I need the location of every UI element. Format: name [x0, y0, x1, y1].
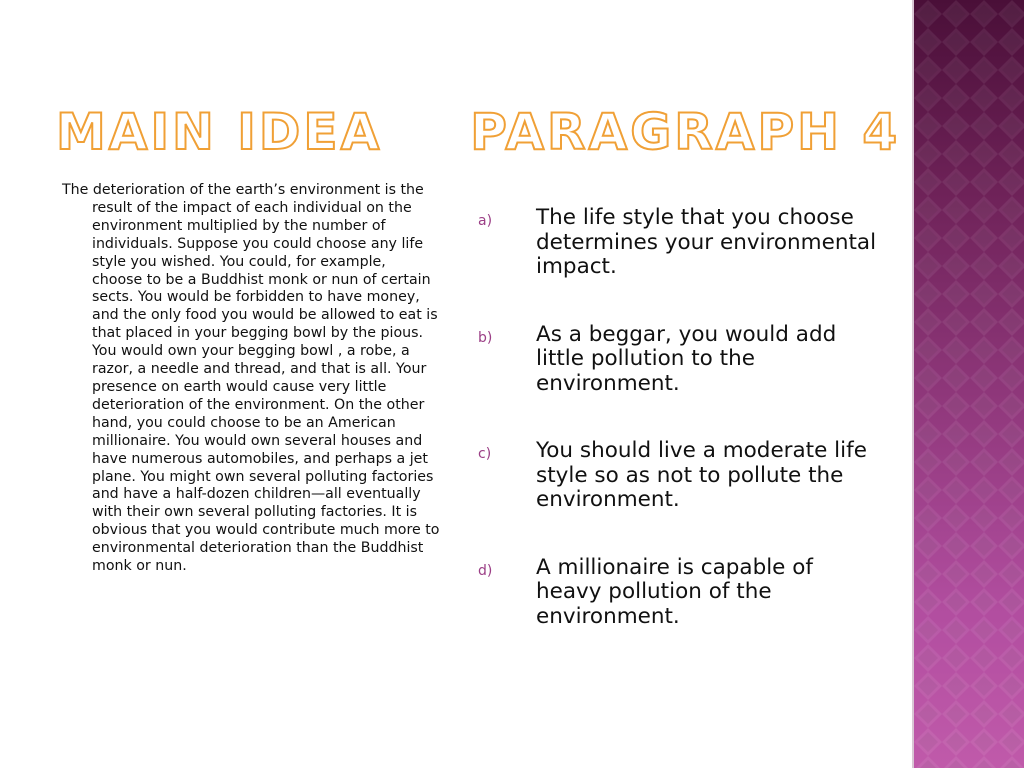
diamond-pattern [914, 0, 1024, 768]
slide-title [56, 100, 901, 164]
option-text: You should live a moderate life style so as not to pollute the environment. [536, 438, 867, 512]
decorative-side-band [912, 0, 1024, 768]
option-text: The life style that you choose determines your environmental impact. [536, 205, 877, 279]
title-main-idea: MAIN IDEA [56, 103, 383, 161]
answer-option-c [478, 439, 878, 513]
answer-option-b [478, 323, 878, 397]
option-marker: a) [478, 213, 493, 229]
answer-options-list [478, 206, 878, 672]
option-marker: c) [478, 446, 492, 462]
option-marker: d) [478, 562, 493, 579]
option-text: A millionaire is capable of heavy pollution of the environment. [536, 554, 813, 629]
option-text: As a beggar, you would add little pollution to the environment. [536, 321, 837, 396]
answer-option-d [478, 556, 878, 630]
answer-option-a [478, 206, 878, 280]
option-marker: b) [478, 329, 493, 346]
paragraph-text: The deterioration of the earth’s environment is the result of the impact of each individual on the environment multiplied by the number of individuals. Suppose you could choose any life style you wished. You could, for example, choose to be a Buddhist monk or nun of certain sects. You would be forbidden to have money, and the only food you would be allowed to eat is that placed in your begging bowl by the pious. You would own your begging bowl , a robe, a razor, a needle and thread, and that is all. Your presence on earth would cause very little deterioration of the environment. On the other hand, you could choose to be an American millionaire. You would own several houses and have numerous automobiles, and perhaps a jet plane. You might own several polluting factories and have a half-dozen children—all eventually with their own several polluting factories. It is obvious that you would contribute much more to environmental deterioration than the Buddhist monk or nun. [62, 182, 440, 575]
title-paragraph-number: PARAGRAPH 4 [470, 103, 901, 161]
